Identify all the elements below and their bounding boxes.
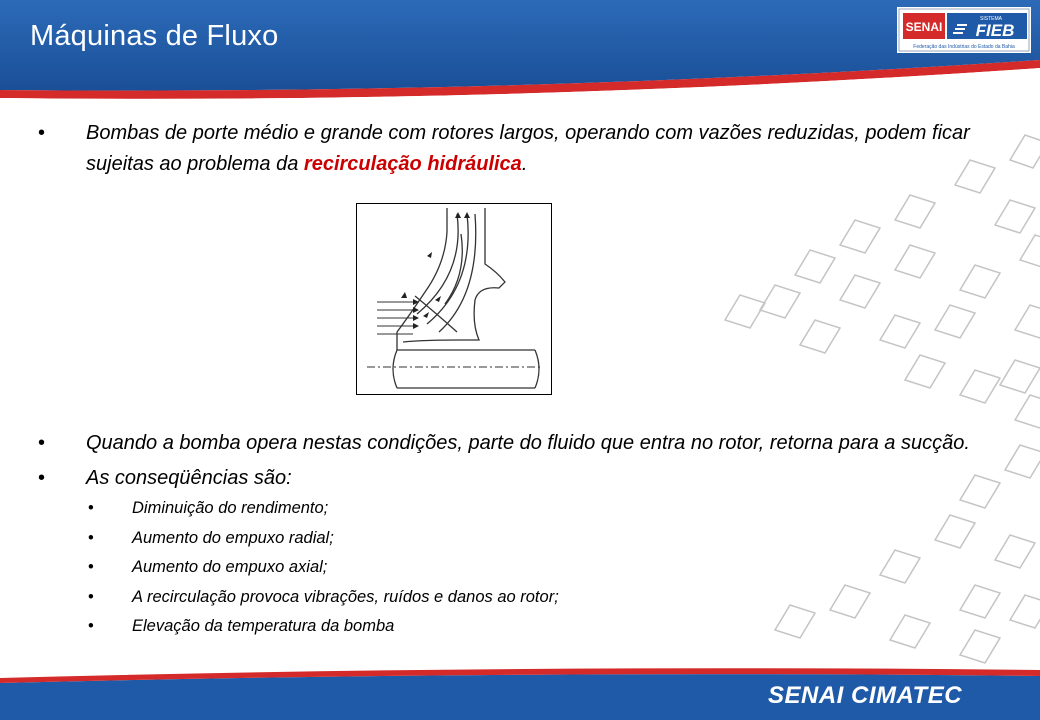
bullet-recirculation-intro <box>36 118 1004 180</box>
sub-bullet-radial-thrust <box>36 524 1004 554</box>
sub-bullet-temperature <box>36 612 1004 642</box>
bullet-marker: • <box>38 432 46 454</box>
bullet-text: Bombas de porte médio e grande com rotores largos, operando com vazões reduzidas, podem ficar sujeitas ao problema da <box>86 122 970 175</box>
sub-bullet-marker: • <box>88 587 94 606</box>
svg-text:SENAI: SENAI <box>905 20 943 34</box>
svg-text:Federação das Indústrias do Es: Federação das Indústrias do Estado da Bahia <box>913 44 1015 50</box>
impeller-drawing <box>357 204 551 394</box>
sub-bullet-marker: • <box>88 528 94 547</box>
slide-title: Máquinas de Fluxo <box>30 20 279 52</box>
bullet-marker: • <box>38 122 46 144</box>
impeller-recirculation-diagram <box>356 203 552 395</box>
sub-bullet-marker: • <box>88 499 94 517</box>
sub-bullet-axial-thrust <box>36 553 1004 583</box>
bullet-consequences <box>36 463 1004 494</box>
senai-fieb-logo <box>897 7 1031 53</box>
sub-bullet-marker: • <box>88 558 94 576</box>
bullet-text: As conseqüências são: <box>86 467 292 489</box>
bullet-marker: • <box>38 467 46 489</box>
sub-bullet-vibrations <box>36 583 1004 613</box>
svg-text:SISTEMA: SISTEMA <box>980 16 1002 22</box>
svg-text:FIEB: FIEB <box>975 21 1015 40</box>
sub-bullet-marker: • <box>88 617 94 635</box>
bullet-text-end: . <box>521 153 528 175</box>
sub-bullet-efficiency <box>36 494 1004 524</box>
bullet-operation <box>36 428 1004 459</box>
sub-bullet-text: Aumento do empuxo axial; <box>132 558 328 576</box>
sub-bullet-text: Diminuição do rendimento; <box>132 499 329 517</box>
bullet-text: Quando a bomba opera nestas condições, parte do fluido que entra no rotor, retorna para a sucção. <box>86 432 970 454</box>
sub-bullet-text: Elevação da temperatura da bomba <box>132 617 395 635</box>
sub-bullet-text: Aumento do empuxo radial; <box>132 528 334 547</box>
sub-bullet-text: A recirculação provoca vibrações, ruídos e danos ao rotor; <box>132 587 559 606</box>
footer-brand: SENAI CIMATEC <box>768 682 963 709</box>
highlight-text: recirculação hidráulica <box>303 153 522 175</box>
